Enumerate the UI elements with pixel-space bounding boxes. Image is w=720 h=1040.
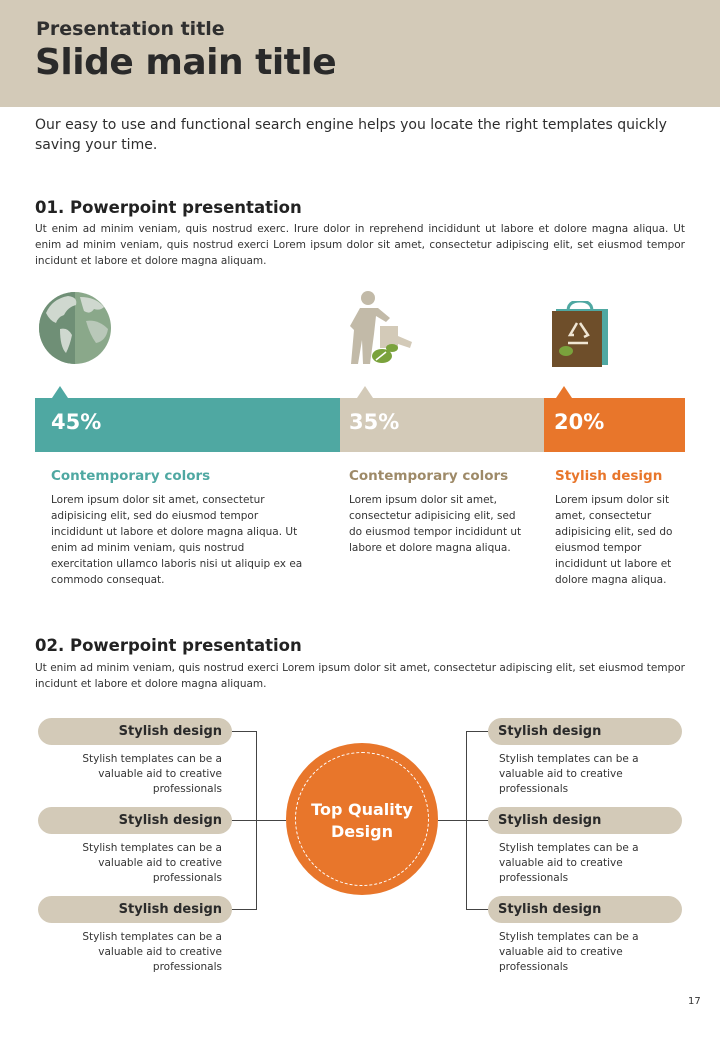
intro-text: Our easy to use and functional search engine helps you locate the right templates quickly saving your time. xyxy=(35,117,667,153)
connector-line xyxy=(256,731,257,910)
section-2-title: 02. Powerpoint presentation xyxy=(35,636,302,655)
column-2-title: Contemporary colors xyxy=(349,468,509,484)
recycle-bag-icon xyxy=(550,301,612,367)
bar-segment-2 xyxy=(340,398,544,452)
section-1-title: 01. Powerpoint presentation xyxy=(35,198,302,217)
right-pill-1-text: Stylish templates can be a valuable aid to creative professionals xyxy=(499,753,639,795)
connector-line xyxy=(232,731,256,732)
page-number: 17 xyxy=(688,996,701,1007)
recycle-person-icon xyxy=(346,290,418,370)
bar-segment-3 xyxy=(544,398,685,452)
left-pill-3: Stylish design xyxy=(38,896,232,923)
connector-line xyxy=(466,731,490,732)
connector-line xyxy=(232,909,256,910)
column-3-text: Lorem ipsum dolor sit amet, consectetur adipisicing elit, sed do eiusmod tempor incididunt ut labore et dolore magna aliqua. xyxy=(555,494,673,586)
left-pill-2-text: Stylish templates can be a valuable aid to creative professionals xyxy=(82,842,222,884)
bar-segment-1 xyxy=(35,398,340,452)
connector-line xyxy=(466,731,467,910)
left-pill-2: Stylish design xyxy=(38,807,232,834)
bar-pointer-3 xyxy=(556,386,572,398)
bar-pointer-1 xyxy=(52,386,68,398)
bar-3-label: 20% xyxy=(554,410,605,434)
bar-pointer-2 xyxy=(357,386,373,398)
connector-line xyxy=(466,909,490,910)
right-pill-2: Stylish design xyxy=(488,807,682,834)
center-circle xyxy=(286,743,438,895)
left-pill-1: Stylish design xyxy=(38,718,232,745)
center-circle-label: Top Quality Design xyxy=(311,800,413,841)
left-pill-3-text: Stylish templates can be a valuable aid to creative professionals xyxy=(82,931,222,973)
right-pill-3-text: Stylish templates can be a valuable aid to creative professionals xyxy=(499,931,639,973)
column-1-text: Lorem ipsum dolor sit amet, consectetur adipisicing elit, sed do eiusmod tempor incididunt ut labore et dolore magna aliqua. Ut enim ad minim veniam, quis nostrud exercitation ullamco laboris nisi ut aliquip ex ea commodo consequat. xyxy=(51,494,303,586)
right-pill-1: Stylish design xyxy=(488,718,682,745)
connector-line xyxy=(232,820,286,821)
right-pill-3: Stylish design xyxy=(488,896,682,923)
column-3-title: Stylish design xyxy=(555,468,663,484)
slide-title: Slide main title xyxy=(35,42,337,83)
column-1-title: Contemporary colors xyxy=(51,468,211,484)
section-2-body: Ut enim ad minim veniam, quis nostrud exerci Lorem ipsum dolor sit amet, consectetur adipiscing elit, set eiusmod tempor incidunt et labore et dolore magna aliquam. xyxy=(35,662,685,690)
presentation-title: Presentation title xyxy=(36,18,225,40)
bar-1-label: 45% xyxy=(51,410,102,434)
bar-2-label: 35% xyxy=(349,410,400,434)
left-pill-1-text: Stylish templates can be a valuable aid to creative professionals xyxy=(82,753,222,795)
section-1-body: Ut enim ad minim veniam, quis nostrud exerc. Irure dolor in reprehend incididunt ut labore et dolore magna aliqua. Ut enim ad minim veniam, quis nostrud exerci Lorem ipsum dolor sit amet, consectetur adipiscing elit, set eiusmod tempor incidunt et labore et dolore magna aliquam. xyxy=(35,223,685,267)
right-pill-2-text: Stylish templates can be a valuable aid to creative professionals xyxy=(499,842,639,884)
column-2-text: Lorem ipsum dolor sit amet, consectetur adipisicing elit, sed do eiusmod tempor incididunt ut labore et dolore magna aliqua. xyxy=(349,494,522,554)
header-band xyxy=(0,0,720,107)
connector-line xyxy=(438,820,490,821)
globe-icon xyxy=(38,291,116,369)
